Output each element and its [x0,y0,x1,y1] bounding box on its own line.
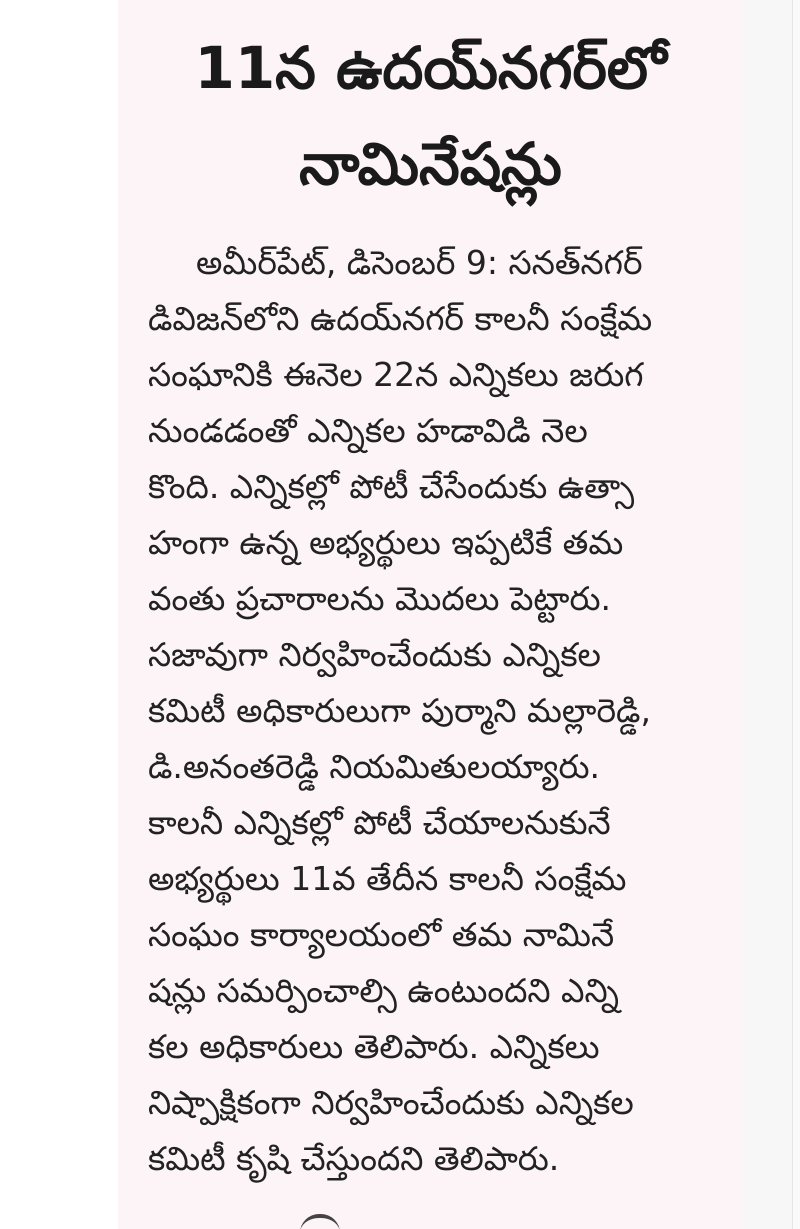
body-line: షన్లు సమర్పించాల్సి ఉంటుందని ఎన్ని [148,971,619,1010]
body-line: అమీర్‌పేట్, డిసెంబర్ 9: సనత్‌నగర్ [196,243,643,282]
body-line: డి.అనంతరెడ్డి నియమితులయ్యారు. [148,747,600,786]
body-line: కమిటీ అధికారులుగా పుర్మాని మల్లారెడ్డి, [148,691,651,730]
body-line: నుండడంతో ఎన్నికల హడావిడి నెల [148,411,588,450]
body-line: సంఘానికి ఈనెల 22న ఎన్నికలు జరుగ [148,355,644,394]
body-line: కమిటీ కృషి చేస్తుందని తెలిపారు. [148,1139,560,1178]
body-line: సజావుగా నిర్వహించేందుకు ఎన్నికల [148,635,601,674]
body-line: కల అధికారులు తెలిపారు. ఎన్నికలు [148,1027,600,1066]
body-line: కాలనీ ఎన్నికల్లో పోటీ చేయాలనుకునే [148,803,611,842]
body-line: కొంది. ఎన్నికల్లో పోటీ చేసేందుకు ఉత్సా [148,467,635,506]
body-line: సంఘం కార్యాలయంలో తమ నామినే [148,915,615,954]
body-line: హంగా ఉన్న అభ్యర్థులు ఇప్పటికే తమ [148,523,624,562]
headline-line-1: 11న ఉదయ్‌నగర్‌లో [194,34,667,102]
headline-line-2: నామినేషన్లు [299,130,562,198]
page-edge [792,0,800,1229]
body-line: నిష్పాక్షికంగా నిర్వహించేందుకు ఎన్నికల [148,1083,634,1122]
body-line: వంతు ప్రచారాలను మొదలు పెట్టారు. [148,579,611,618]
body-line: డివిజన్‌లోని ఉదయ్‌నగర్ కాలనీ సంక్షేమ [148,299,653,338]
body-line: అభ్యర్థులు 11వ తేదీన కాలనీ సంక్షేమ [148,859,627,898]
